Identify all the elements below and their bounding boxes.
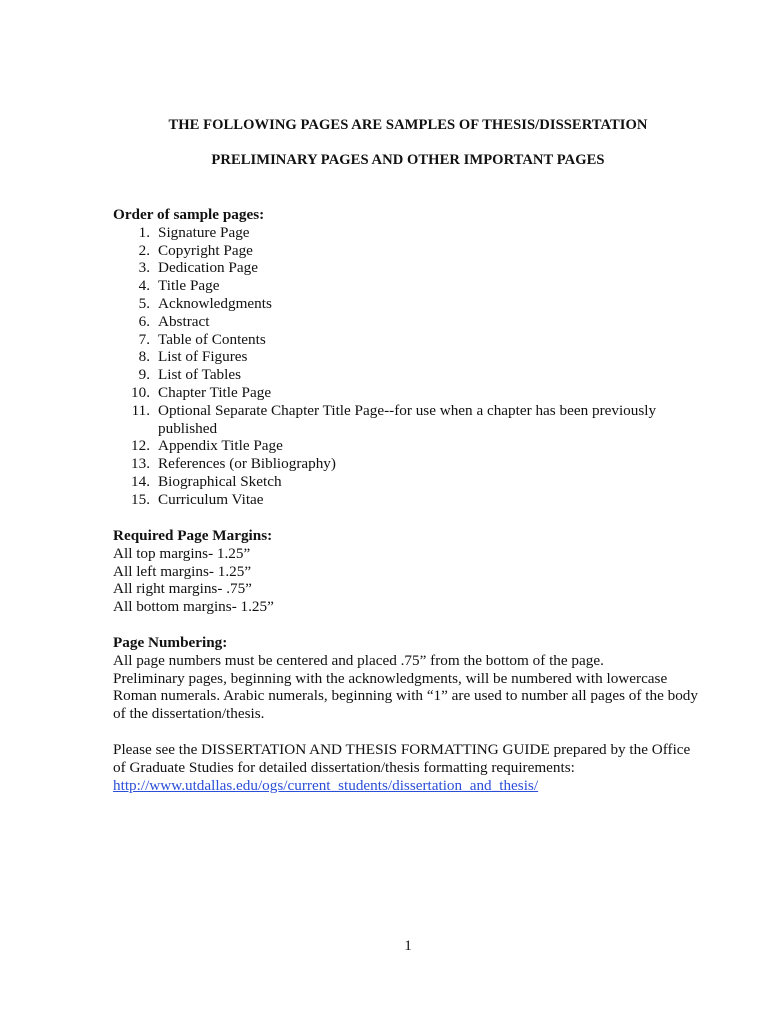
sample-page-number: 1.: [138, 223, 150, 241]
formatting-guide-link[interactable]: http://www.utdallas.edu/ogs/current_students/dissertation_and_thesis/: [113, 776, 539, 794]
sample-page-number: 10.: [131, 383, 150, 401]
sample-page-title: Acknowledgments: [158, 294, 272, 312]
sample-page-number: 4.: [138, 277, 150, 295]
numbering-line: All page numbers must be centered and placed .75” from the bottom of the page.: [113, 651, 604, 669]
margin-line-bottom: All bottom margins- 1.25”: [113, 598, 274, 616]
sample-page-number: 12.: [131, 437, 150, 455]
sample-page-item: [113, 331, 713, 349]
sample-page-title: References (or Bibliography): [158, 455, 336, 473]
sample-page-number: 2.: [138, 241, 150, 259]
sample-page-title: Dedication Page: [158, 259, 258, 277]
formatting-guide-text: Please see the DISSERTATION AND THESIS FORMATTING GUIDE prepared by the Office of Graduate Studies for detailed dissertation/thesis formatting requirements:: [113, 741, 691, 776]
sample-page-number: 14.: [131, 472, 150, 490]
page-margins-section: [113, 527, 713, 616]
margin-line-top: All top margins- 1.25”: [113, 544, 251, 562]
sample-page-item: [113, 313, 713, 331]
sample-page-title: Curriculum Vitae: [158, 490, 264, 508]
sample-page-number: 15.: [131, 490, 150, 508]
sample-page-number: 7.: [138, 330, 150, 348]
document-heading-2: PRELIMINARY PAGES AND OTHER IMPORTANT PAGES: [211, 152, 605, 168]
sample-page-item: [113, 473, 713, 491]
numbering-paragraph: Preliminary pages, beginning with the acknowledgments, will be numbered with lowercase Roman numerals. Arabic numerals, beginning with “1” are used to number all pages of the body of the dissertation/thesis.: [113, 669, 698, 723]
sample-page-title: Title Page: [158, 277, 220, 295]
sample-page-title: Table of Contents: [158, 330, 266, 348]
document-heading-1: THE FOLLOWING PAGES ARE SAMPLES OF THESIS/DISSERTATION: [168, 117, 648, 133]
formatting-guide-paragraph: [113, 741, 703, 794]
sample-page-number: 8.: [138, 348, 150, 366]
formatting-guide-section: [113, 741, 713, 794]
sample-page-number: 6.: [138, 312, 150, 330]
page-numbering-section: [113, 634, 713, 723]
sample-page-item: [113, 491, 713, 509]
sample-page-title: Appendix Title Page: [158, 437, 283, 455]
sample-page-number: 11.: [131, 401, 150, 419]
margins-section-title: Required Page Margins:: [113, 527, 273, 544]
sample-page-item: [113, 224, 713, 242]
sample-page-item: [113, 295, 713, 313]
sample-page-number: 3.: [138, 259, 150, 277]
sample-page-title: Optional Separate Chapter Title Page--for use when a chapter has been previously published: [158, 401, 657, 437]
sample-page-title: List of Tables: [158, 366, 242, 384]
margin-line-left: All left margins- 1.25”: [113, 562, 252, 580]
sample-page-title: Abstract: [158, 312, 210, 330]
sample-page-number: 5.: [138, 294, 150, 312]
sample-page-item: [113, 242, 713, 260]
sample-page-item: [113, 402, 713, 438]
order-section-title: Order of sample pages:: [113, 206, 265, 223]
margin-line-right: All right margins- .75”: [113, 580, 252, 598]
page-number: 1: [404, 937, 412, 954]
order-of-sample-pages-section: [113, 206, 713, 509]
sample-page-item: [113, 259, 713, 277]
sample-page-item: [113, 366, 713, 384]
sample-page-title: Biographical Sketch: [158, 472, 282, 490]
sample-page-title: Signature Page: [158, 223, 250, 241]
sample-page-item: [113, 384, 713, 402]
sample-page-title: Chapter Title Page: [158, 383, 272, 401]
numbering-section-title: Page Numbering:: [113, 634, 228, 651]
sample-page-number: 13.: [131, 455, 150, 473]
sample-page-title: List of Figures: [158, 348, 248, 366]
sample-page-item: [113, 437, 713, 455]
sample-page-number: 9.: [138, 366, 150, 384]
sample-page-item: [113, 348, 713, 366]
sample-page-item: [113, 277, 713, 295]
sample-page-title: Copyright Page: [158, 241, 253, 259]
sample-page-item: [113, 455, 713, 473]
sample-pages-list: [113, 224, 713, 509]
